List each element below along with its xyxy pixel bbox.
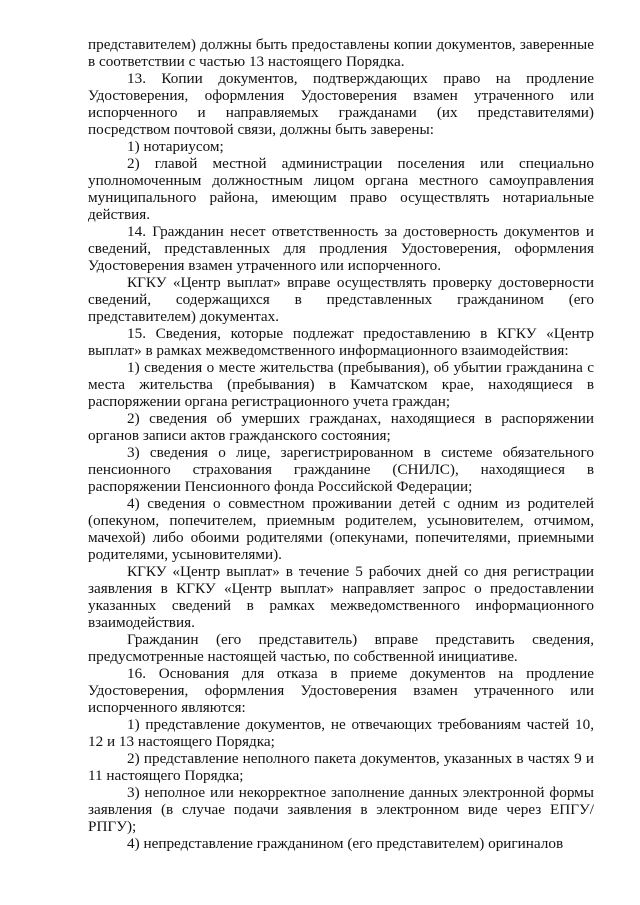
paragraph-13: 13. Копии документов, подтверждающих право на продление Удостоверения, оформления Удостоверения взамен утраченного или испорченного и направляемых гражданами (их представителями) посредством почтовой связи, должны быть заверены: xyxy=(88,70,594,138)
paragraph-16: 16. Основания для отказа в приеме документов на продление Удостоверения, оформления Удостоверения взамен утраченного или испорченного являются: xyxy=(88,665,594,716)
paragraph-16-item-3: 3) неполное или некорректное заполнение данных электронной формы заявления (в случае подачи заявления в электронном виде через ЕПГУ/РПГУ); xyxy=(88,784,594,835)
paragraph-13-item-2: 2) главой местной администрации поселения или специально уполномоченным должностным лицом органа местного самоуправления муниципального района, имеющим право осуществлять нотариальные действия. xyxy=(88,155,594,223)
paragraph-15: 15. Сведения, которые подлежат предоставлению в КГКУ «Центр выплат» в рамках межведомственного информационного взаимодействия: xyxy=(88,325,594,359)
paragraph-15-item-1: 1) сведения о месте жительства (пребывания), об убытии гражданина с места жительства (пребывания) в Камчатском крае, находящиеся в распоряжении органа регистрационного учета граждан; xyxy=(88,359,594,410)
paragraph-16-item-4: 4) непредставление гражданином (его представителем) оригиналов xyxy=(127,835,564,852)
paragraph-14: 14. Гражданин несет ответственность за достоверность документов и сведений, представленных для продления Удостоверения, оформления Удостоверения взамен утраченного или испорченного. xyxy=(88,223,594,274)
paragraph-15-initiative: Гражданин (его представитель) вправе представить сведения, предусмотренные настоящей частью, по собственной инициативе. xyxy=(88,631,594,665)
paragraph-continuation: представителем) должны быть предоставлены копии документов, заверенные в соответствии с частью 13 настоящего Порядка. xyxy=(88,36,594,70)
paragraph-15-item-4: 4) сведения о совместном проживании детей с одним из родителей (опекуном, попечителем, приемным родителем, усыновителем, отчимом, мачехой) либо обоими родителями (опекунами, попечителями, приемными родителями, усыновителями). xyxy=(88,495,594,563)
paragraph-15-item-2: 2) сведения об умерших гражданах, находящиеся в распоряжении органов записи актов гражданского состояния; xyxy=(88,410,594,444)
paragraph-16-item-2: 2) представление неполного пакета документов, указанных в частях 9 и 11 настоящего Порядка; xyxy=(88,750,594,784)
paragraph-16-item-1: 1) представление документов, не отвечающих требованиям частей 10, 12 и 13 настоящего Порядка; xyxy=(88,716,594,750)
paragraph-13-item-1: 1) нотариусом; xyxy=(127,138,224,155)
paragraph-15-item-3: 3) сведения о лице, зарегистрированном в системе обязательного пенсионного страхования гражданине (СНИЛС), находящиеся в распоряжении Пенсионного фонда Российской Федерации; xyxy=(88,444,594,495)
document-page xyxy=(88,36,594,852)
paragraph-14-verification: КГКУ «Центр выплат» вправе осуществлять проверку достоверности сведений, содержащихся в представленных гражданином (его представителем) документах. xyxy=(88,274,594,325)
paragraph-15-request: КГКУ «Центр выплат» в течение 5 рабочих дней со дня регистрации заявления в КГКУ «Центр выплат» направляет запрос о предоставлении указанных сведений в рамках межведомственного информационного взаимодействия. xyxy=(88,563,594,631)
